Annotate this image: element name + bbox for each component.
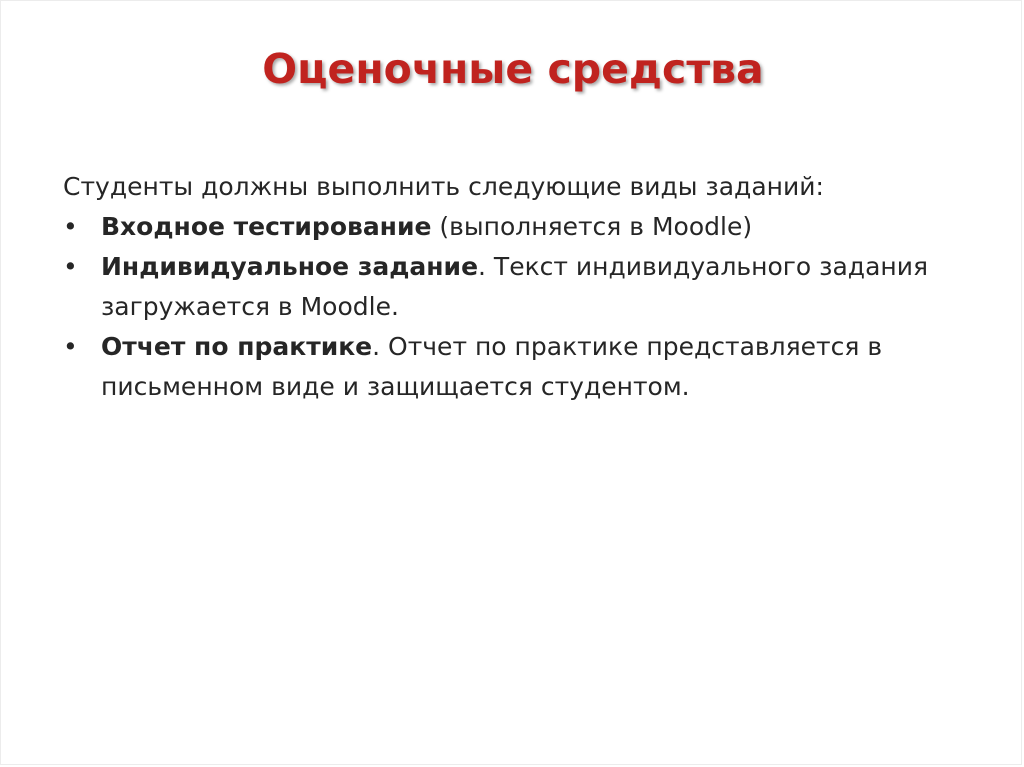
list-item-entry-test bbox=[63, 207, 963, 247]
list-item-individual-task bbox=[63, 247, 963, 327]
intro-text: Студенты должны выполнить следующие виды заданий: bbox=[63, 172, 824, 201]
item-term: Отчет по практике bbox=[101, 332, 373, 361]
bullet-icon: • bbox=[63, 252, 78, 281]
item-term: Входное тестирование bbox=[101, 212, 432, 241]
bullet-icon: • bbox=[63, 332, 78, 361]
item-text: (выполняется в Moodle) bbox=[431, 212, 753, 241]
slide-title: Оценочные средства bbox=[262, 45, 764, 93]
bullet-icon: • bbox=[63, 212, 78, 241]
list-item-practice-report bbox=[63, 327, 963, 407]
item-text: . Текст индивидуального задания загружается в Moodle. bbox=[101, 252, 929, 321]
slide-body bbox=[63, 167, 963, 407]
item-text: . Отчет по практике представляется в письменном виде и защищается студентом. bbox=[101, 332, 883, 401]
item-term: Индивидуальное задание bbox=[101, 252, 479, 281]
task-list bbox=[63, 207, 963, 407]
